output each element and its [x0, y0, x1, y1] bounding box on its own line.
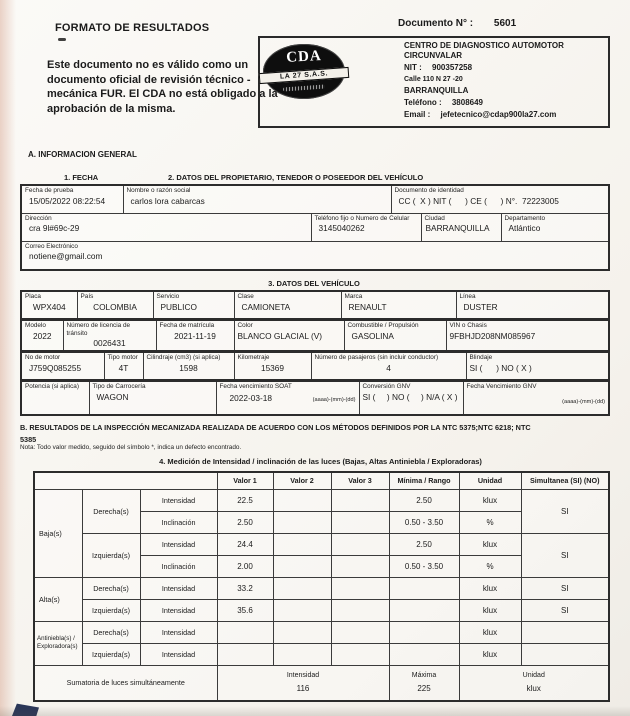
anti-izq-sim — [521, 643, 609, 665]
group-bajas: Baja(s) — [34, 489, 82, 577]
email-label: Email : — [404, 110, 431, 119]
summary-max — [389, 665, 459, 701]
field-conversion-gnv — [359, 381, 463, 415]
measure-inclinacion: Inclinación — [140, 511, 217, 533]
field-linea — [456, 291, 609, 319]
field-clase — [234, 291, 341, 319]
anti-izq-int-unit: klux — [459, 643, 521, 665]
cilindraje-label: Cilindraje (cm3) (si aplica) — [146, 354, 221, 362]
side-derecha-bajas: Derecha(s) — [82, 489, 140, 533]
phone-label: Teléfono : — [404, 98, 442, 107]
anti-izq-int-v3 — [331, 643, 389, 665]
baja-izq-inc-min: 0.50 - 3.50 — [389, 555, 459, 577]
measure-intensidad: Intensidad — [140, 599, 217, 621]
field-direccion — [21, 213, 311, 241]
center-details — [404, 41, 606, 120]
field-licencia — [63, 320, 156, 351]
matricula-label: Fecha de matrícula — [159, 322, 215, 329]
summary-unit-label: Unidad — [522, 672, 545, 680]
alta-der-int-v1: 33.2 — [217, 577, 273, 599]
field-fecha-prueba — [21, 185, 123, 213]
gnv-venc-format-hint: (aaaa)-(mm)-(dd) — [562, 399, 605, 406]
anti-der-int-min — [389, 621, 459, 643]
clase-label: Clase — [237, 293, 254, 300]
departamento-label: Departamento — [504, 214, 545, 222]
alta-izq-int-min — [389, 599, 459, 621]
center-city: BARRANQUILLA — [404, 86, 469, 95]
summary-label: Sumatoria de luces simultáneamente — [34, 665, 217, 701]
vin-value: 9FBHJD208NM085967 — [449, 330, 536, 341]
baja-izq-inc-v1: 2.00 — [217, 555, 273, 577]
measure-intensidad: Intensidad — [140, 489, 217, 511]
alta-izq-int-unit: klux — [459, 599, 521, 621]
baja-der-inc-unit: % — [459, 511, 521, 533]
telefono-value: 3145040262 — [318, 223, 365, 234]
marca-value: RENAULT — [348, 301, 387, 312]
anti-izq-int-v1 — [217, 643, 273, 665]
linea-label: Línea — [459, 293, 476, 300]
servicio-label: Servicio — [156, 293, 180, 300]
licencia-value: 0026431 — [93, 338, 126, 349]
field-soat — [216, 381, 359, 415]
fecha-prueba-value: 15/05/2022 08:22:54 — [29, 195, 106, 206]
subsection-4-title: 4. Medición de Intensidad / inclinación de las luces (Bajas, Altas Antiniebla / Exploradoras) — [159, 457, 482, 466]
baja-izq-int-unit: klux — [459, 533, 521, 555]
alta-der-sim: SI — [521, 577, 609, 599]
combustible-value: GASOLINA — [351, 330, 394, 341]
lights-measurement-table — [33, 471, 610, 702]
scan-edge-shadow — [0, 0, 16, 716]
pasajeros-value: 4 — [386, 363, 391, 374]
vehicle-row-1 — [20, 290, 610, 320]
pasajeros-label: Número de pasajeros (sin incluir conductor) — [314, 354, 439, 362]
combustible-label: Combustible / Propulsión — [347, 322, 419, 329]
baja-der-inc-v3 — [331, 511, 389, 533]
nit-value: 900357258 — [432, 63, 473, 72]
alta-izq-int-v2 — [273, 599, 331, 621]
no-motor-label: No de motor — [25, 354, 61, 362]
side-derecha-antiniebla: Derecha(s) — [82, 621, 140, 643]
alta-izq-sim: SI — [521, 599, 609, 621]
fecha-prueba-label: Fecha de prueba — [25, 187, 74, 194]
field-no-motor — [21, 352, 104, 380]
field-telefono — [311, 213, 421, 241]
anti-der-sim — [521, 621, 609, 643]
field-departamento — [501, 213, 609, 241]
baja-izq-int-min: 2.50 — [389, 533, 459, 555]
header-unidad: Unidad — [459, 472, 521, 489]
email-value: jefetecnico@cdap900la27.com — [440, 110, 557, 119]
no-motor-value: J759Q085255 — [29, 363, 82, 374]
color-label: Color — [237, 322, 253, 329]
anti-der-int-unit: klux — [459, 621, 521, 643]
baja-izq-sim: SI — [521, 533, 609, 577]
baja-der-inc-min: 0.50 - 3.50 — [389, 511, 459, 533]
field-kilometraje — [234, 352, 311, 380]
modelo-label: Modelo — [25, 322, 46, 329]
field-nombre — [123, 185, 391, 213]
center-name-line2: CIRCUNVALAR — [404, 51, 463, 60]
tipo-motor-value: 4T — [118, 363, 129, 374]
header-valor1: Valor 1 — [217, 472, 273, 489]
alta-izq-int-v1: 35.6 — [217, 599, 273, 621]
summary-intensity-value: 116 — [296, 684, 310, 694]
center-email — [404, 110, 606, 120]
alta-der-int-min — [389, 577, 459, 599]
phone-value: 3808649 — [451, 98, 484, 107]
ink-smudge — [58, 38, 66, 41]
alta-der-int-unit: klux — [459, 577, 521, 599]
side-izquierda-bajas: Izquierda(s) — [82, 533, 140, 577]
matricula-value: 2021-11-19 — [174, 330, 216, 341]
field-servicio — [153, 291, 234, 319]
soat-format-hint: (aaaa)-(mm)-(dd) — [312, 397, 356, 404]
baja-der-int-v3 — [331, 489, 389, 511]
measure-intensidad: Intensidad — [140, 533, 217, 555]
field-carroceria — [89, 381, 216, 415]
vehicle-row-3 — [20, 351, 610, 381]
disclaimer-text: Este documento no es válido como un documento oficial de revisión técnico - mecánica FUR. El CDA no está obligado a la aprobación de la misma. — [47, 59, 278, 115]
lights-header-blank — [34, 472, 217, 489]
scan-bottom-shadow — [0, 706, 630, 716]
correo-value: notiene@gmail.com — [29, 251, 103, 262]
field-pasajeros — [311, 352, 466, 380]
vin-label: VIN o Chasis — [449, 322, 487, 329]
subsection-3-title: 3. DATOS DEL VEHÍCULO — [268, 279, 360, 288]
nombre-label: Nombre o razón social — [126, 187, 191, 194]
summary-unit — [459, 665, 609, 701]
field-ciudad — [421, 213, 501, 241]
group-antiniebla — [34, 621, 82, 665]
pais-label: País — [80, 293, 94, 300]
tipo-motor-label: Tipo motor — [107, 354, 138, 362]
field-blindaje — [466, 352, 609, 380]
scan-corner-artifact — [12, 703, 39, 716]
field-color — [234, 320, 344, 351]
baja-der-sim: SI — [521, 489, 609, 533]
soat-label: Fecha vencimiento SOAT — [219, 383, 292, 391]
gnv-label: Conversión GNV — [362, 383, 411, 391]
summary-intensity — [217, 665, 389, 701]
potencia-label: Potencia (si aplica) — [25, 383, 79, 391]
correo-label: Correo Electrónico — [25, 242, 78, 250]
vehicle-row-2 — [20, 319, 610, 352]
anti-der-int-v3 — [331, 621, 389, 643]
baja-izq-int-v1: 24.4 — [217, 533, 273, 555]
pais-value: COLOMBIA — [93, 301, 137, 312]
center-phone — [404, 98, 606, 108]
baja-izq-inc-v3 — [331, 555, 389, 577]
anti-izq-int-min — [389, 643, 459, 665]
field-matricula — [156, 320, 234, 351]
alta-izq-int-v3 — [331, 599, 389, 621]
general-info-table — [20, 184, 610, 271]
licencia-label: Número de licencia de tránsito — [66, 322, 131, 337]
subsection-1-title: 1. FECHA — [64, 173, 99, 182]
header-valor3: Valor 3 — [331, 472, 389, 489]
nit-label: NIT : — [404, 63, 422, 72]
placa-value: WPX404 — [32, 301, 66, 312]
field-tipo-motor — [104, 352, 143, 380]
field-placa — [21, 291, 77, 319]
direccion-label: Dirección — [25, 214, 52, 222]
center-nit — [404, 63, 606, 73]
measure-intensidad: Intensidad — [140, 621, 217, 643]
blindaje-label: Blindaje — [469, 354, 493, 362]
section-a-title: A. INFORMACION GENERAL — [28, 150, 137, 159]
documento-identidad-label: Documento de identidad — [394, 187, 464, 194]
color-value: BLANCO GLACIAL (V) — [237, 330, 323, 341]
measure-inclinacion: Inclinación — [140, 555, 217, 577]
departamento-value: Atlántico — [508, 223, 541, 234]
baja-der-int-v1: 22.5 — [217, 489, 273, 511]
anti-izq-int-v2 — [273, 643, 331, 665]
modelo-value: 2022 — [33, 330, 52, 341]
field-modelo — [21, 320, 63, 351]
document-number-label: Documento N° : — [398, 18, 474, 29]
gnv-venc-label: Fecha Vencimiento GNV — [466, 383, 537, 391]
baja-der-int-v2 — [273, 489, 331, 511]
vehicle-data-tables — [20, 290, 608, 416]
document-number-value: 5601 — [493, 18, 517, 29]
subsection-2-title: 2. DATOS DEL PROPIETARIO, TENEDOR O POSEEDOR DEL VEHÍCULO — [168, 173, 424, 182]
baja-izq-inc-v2 — [273, 555, 331, 577]
measure-intensidad: Intensidad — [140, 577, 217, 599]
field-potencia — [21, 381, 89, 415]
group-antiniebla-line2: Exploradora(s) — [37, 643, 78, 650]
telefono-label: Teléfono fijo o Numero de Celular — [314, 214, 410, 222]
document-number — [398, 18, 516, 29]
baja-der-inc-v2 — [273, 511, 331, 533]
group-antiniebla-line1: Antiniebla(s) / — [37, 635, 75, 643]
header-valor2: Valor 2 — [273, 472, 331, 489]
summary-unit-value: klux — [526, 684, 541, 694]
section-b-note: Nota: Todo valor medido, seguido del símbolo *, indica un defecto encontrado. — [20, 444, 242, 451]
linea-value: DUSTER — [463, 301, 498, 312]
anti-der-int-v2 — [273, 621, 331, 643]
logo-cda-text: CDA — [285, 48, 323, 66]
page-title: FORMATO DE RESULTADOS — [55, 22, 210, 34]
marca-label: Marca — [344, 293, 363, 300]
field-pais — [77, 291, 153, 319]
cda-logo — [263, 44, 345, 99]
field-combustible — [344, 320, 446, 351]
placa-label: Placa — [25, 293, 41, 300]
alta-der-int-v2 — [273, 577, 331, 599]
documento-identidad-value: CC ( X ) NIT ( ) CE ( ) N°. 72223005 — [398, 195, 559, 206]
field-marca — [341, 291, 456, 319]
side-derecha-altas: Derecha(s) — [82, 577, 140, 599]
vehicle-row-4 — [20, 380, 610, 416]
field-vencimiento-gnv — [463, 381, 609, 415]
carroceria-value: WAGON — [96, 392, 129, 403]
header-simultanea: Simultanea (SI) (NO) — [521, 472, 609, 489]
baja-der-int-min: 2.50 — [389, 489, 459, 511]
blindaje-value: SI ( ) NO ( X ) — [469, 363, 532, 374]
baja-izq-inc-unit: % — [459, 555, 521, 577]
clase-value: CAMIONETA — [241, 301, 291, 312]
section-b-title-clipped: 5385 — [20, 435, 37, 444]
anti-der-int-v1 — [217, 621, 273, 643]
servicio-value: PUBLICO — [160, 301, 197, 312]
measure-intensidad: Intensidad — [140, 643, 217, 665]
side-izquierda-antiniebla: Izquierda(s) — [82, 643, 140, 665]
summary-intensity-label: Intensidad — [286, 672, 320, 680]
carroceria-label: Tipo de Carrocería — [92, 383, 146, 391]
kilometraje-label: Kilometraje — [237, 354, 270, 362]
baja-der-inc-v1: 2.50 — [217, 511, 273, 533]
side-izquierda-altas: Izquierda(s) — [82, 599, 140, 621]
cilindraje-value: 1598 — [179, 363, 198, 374]
summary-max-value: 225 — [417, 684, 431, 694]
kilometraje-value: 15369 — [260, 363, 285, 374]
nombre-value: carlos lora cabarcas — [130, 195, 205, 206]
direccion-value: cra 9l#69c-29 — [29, 223, 80, 234]
alta-der-int-v3 — [331, 577, 389, 599]
section-b-title: B. RESULTADOS DE LA INSPECCIÓN MECANIZADA REALIZADA DE ACUERDO CON LOS MÉTODOS DEFINIDOS POR LA NTC 5375;NTC 6218; NTC — [20, 423, 531, 432]
baja-der-int-unit: klux — [459, 489, 521, 511]
center-name-line1: CENTRO DE DIAGNOSTICO AUTOMOTOR — [404, 41, 564, 50]
ciudad-value: BARRANQUILLA — [425, 223, 490, 234]
header-minima-rango: Mínima / Rango — [389, 472, 459, 489]
field-cilindraje — [143, 352, 234, 380]
field-documento-identidad — [391, 185, 609, 213]
baja-izq-int-v3 — [331, 533, 389, 555]
center-address: Calle 110 N 27 -20 — [404, 76, 463, 83]
baja-izq-int-v2 — [273, 533, 331, 555]
summary-max-label: Máxima — [411, 672, 437, 680]
soat-value: 2022-03-18 — [229, 393, 272, 404]
field-vin — [446, 320, 609, 351]
gnv-value: SI ( ) NO ( ) N/A ( X ) — [362, 392, 458, 403]
logo-band-text: LA 27 S.A.S. — [259, 67, 350, 84]
field-correo — [21, 241, 609, 270]
ciudad-label: Ciudad — [424, 214, 445, 222]
group-altas: Alta(s) — [34, 577, 82, 621]
